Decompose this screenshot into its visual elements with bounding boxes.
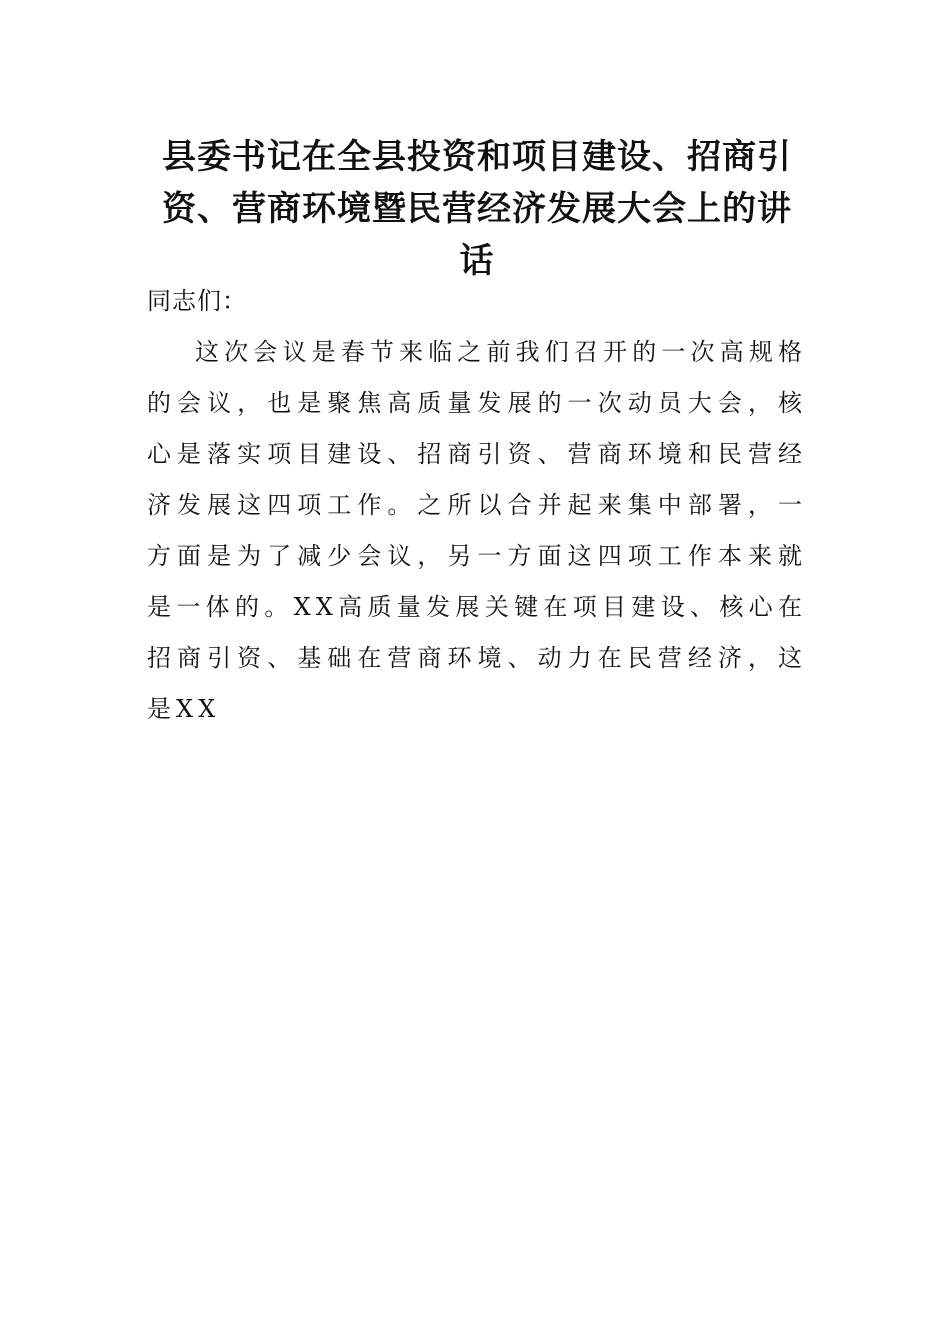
salutation: 同志们： (147, 287, 247, 315)
document-title: 县委书记在全县投资和项目建设、招商引资、营商环境暨民营经济发展大会上的讲话 (162, 137, 792, 281)
document-body (147, 276, 807, 735)
body-paragraph: 这次会议是春节来临之前我们召开的一次高规格的会议，也是聚焦高质量发展的一次动员大会，核心是落实项目建设、招商引资、营商环境和民营经济发展这四项工作。之所以合并起来集中部署，一方面是为了减少会议，另一方面这四项工作本来就是一体的。XX高质量发展关键在项目建设、核心在招商引资、基础在营商环境、动力在民营经济，这是XX (147, 338, 807, 723)
